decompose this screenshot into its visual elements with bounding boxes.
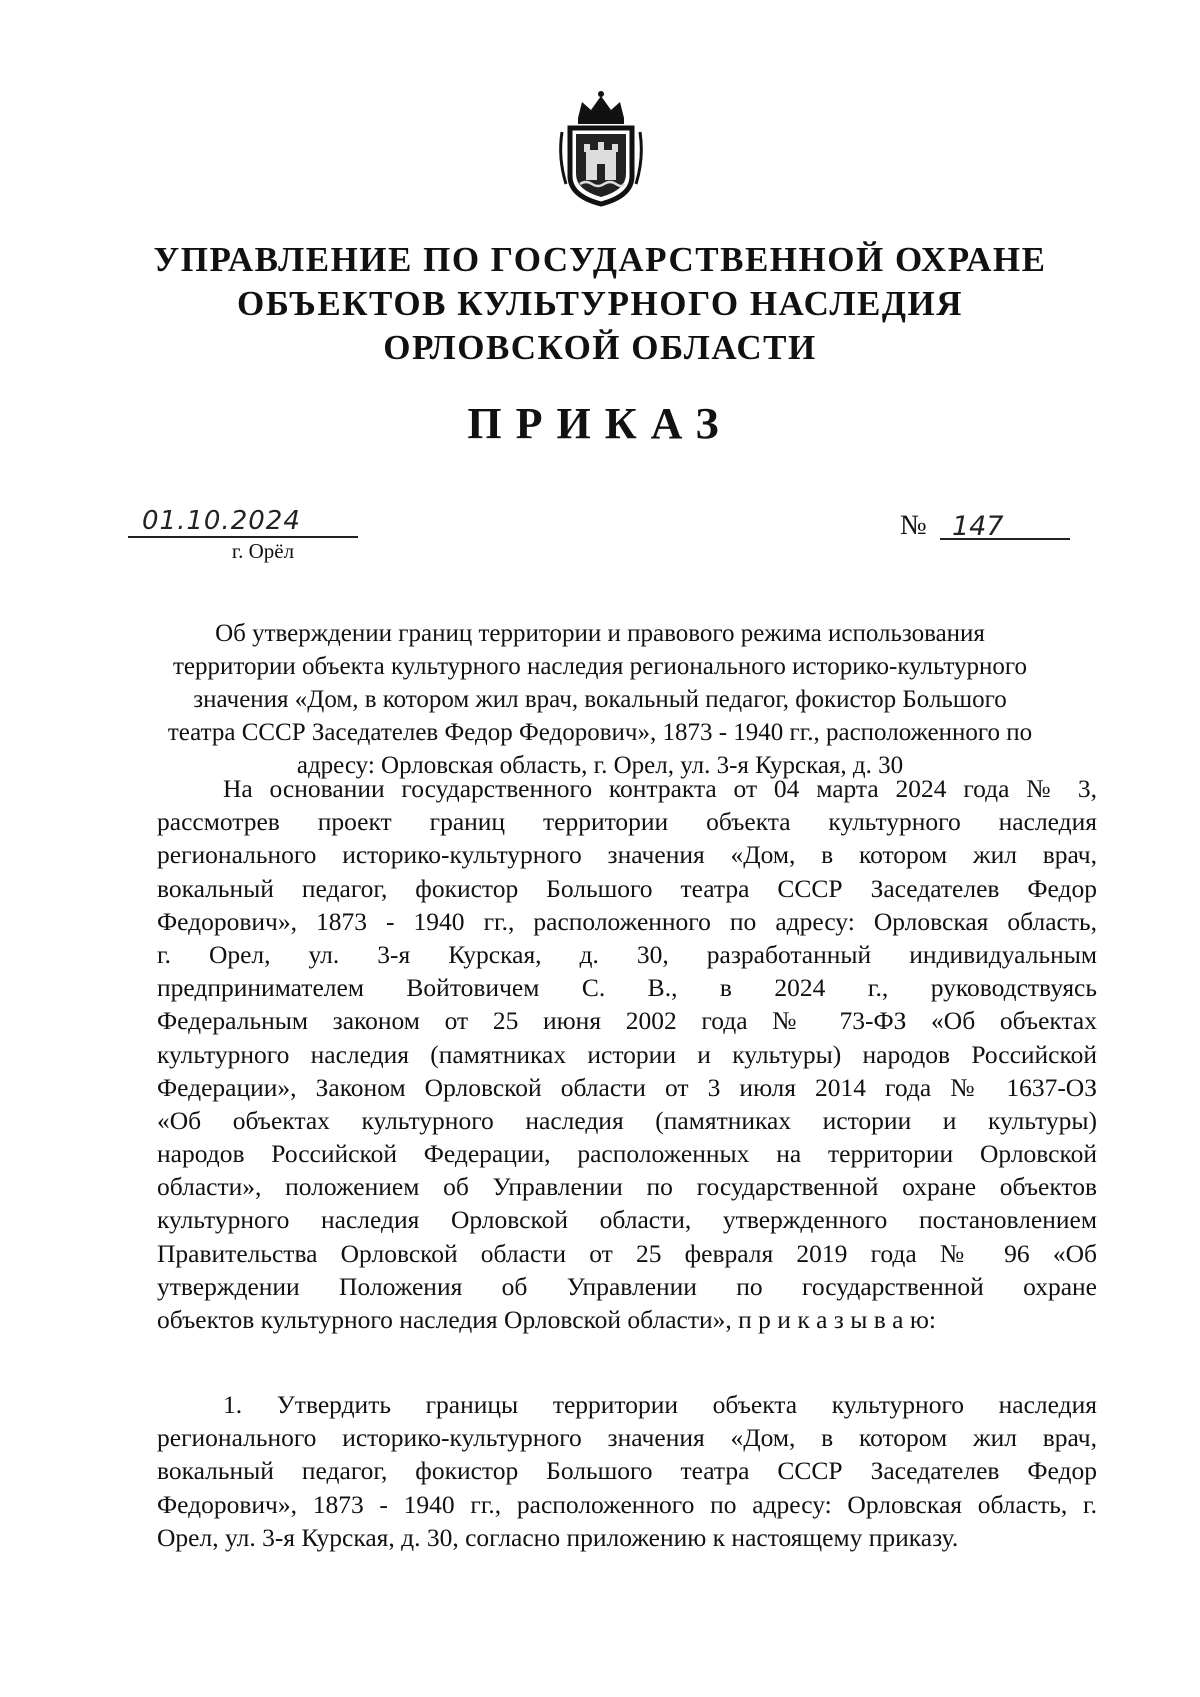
paragraph-line: утверждении Положения об Управлении по государственной охране	[157, 1271, 1097, 1301]
agency-name-line: ОБЪЕКТОВ КУЛЬТУРНОГО НАСЛЕДИЯ	[237, 284, 963, 323]
paragraph-line: Правительства Орловской области от 25 февраля 2019 года № 96 «Об	[157, 1238, 1097, 1268]
document-type-heading: ПРИКАЗ	[467, 399, 733, 448]
paragraph-line: Федеральным законом от 25 июня 2002 года № 73-ФЗ «Об объектах	[157, 1006, 1097, 1036]
agency-name-line: УПРАВЛЕНИЕ ПО ГОСУДАРСТВЕННОЙ ОХРАНЕ	[153, 240, 1047, 279]
city-label: г. Орёл	[231, 539, 295, 563]
coat-of-arms-emblem	[556, 88, 646, 208]
title-line: значения «Дом, в котором жил врач, вокальный педагог, фокистор Большого	[193, 686, 1007, 713]
paragraph-line: «Об объектах культурного наследия (памятниках истории и культуры)	[157, 1105, 1097, 1135]
paragraph-line: предпринимателем Войтовичем С. В., в 2024 г., руководствуясь	[157, 973, 1097, 1003]
paragraph-line: культурного наследия (памятниках истории и культуры) народов Российской	[157, 1039, 1097, 1069]
paragraph-line: г. Орел, ул. 3-я Курская, д. 30, разработанный индивидуальным	[157, 939, 1097, 969]
paragraph-line: культурного наследия Орловской области, утвержденного постановлением	[157, 1205, 1097, 1235]
paragraph-line: Федорович», 1873 - 1940 гг., расположенного по адресу: Орловская область, г.	[157, 1489, 1097, 1519]
agency-name	[100, 238, 1100, 370]
order-number-block	[900, 512, 1070, 544]
order-item-1	[157, 1388, 1097, 1554]
preamble-paragraph	[157, 772, 1097, 1336]
paragraph-line: На основании государственного контракта от 04 марта 2024 года № 3,	[223, 774, 1097, 803]
paragraph-line: регионального историко-культурного значения «Дом, в котором жил врач,	[157, 840, 1097, 870]
paragraph-line: регионального историко-культурного значения «Дом, в котором жил врач,	[157, 1423, 1097, 1453]
paragraph-line: вокальный педагог, фокистор Большого театра СССР Заседателев Федор	[157, 1456, 1097, 1486]
order-title	[150, 617, 1050, 782]
title-line: театра СССР Заседателев Федор Федорович», 1873 - 1940 гг., расположенного по	[167, 719, 1033, 746]
paragraph-line: объектов культурного наследия Орловской области», п р и к а з ы в а ю:	[157, 1305, 936, 1334]
date-block	[128, 508, 358, 564]
paragraph-line: вокальный педагог, фокистор Большого театра СССР Заседателев Федор	[157, 873, 1097, 903]
paragraph-line: области», положением об Управлении по государственной охране объектов	[157, 1172, 1097, 1202]
title-line: адресу: Орловская область, г. Орел, ул. 3-я Курская, д. 30	[296, 752, 904, 779]
date-underline	[128, 508, 358, 538]
number-sign: №	[900, 510, 927, 541]
paragraph-line: Федорович», 1873 - 1940 гг., расположенного по адресу: Орловская область,	[157, 906, 1097, 936]
paragraph-line: Федерации», Законом Орловской области от 3 июля 2014 года № 1637-ОЗ	[157, 1072, 1097, 1102]
handwritten-date: 01.10.2024	[142, 506, 301, 536]
handwritten-number: 147	[952, 511, 1004, 542]
paragraph-line: 1. Утвердить границы территории объекта культурного наследия	[223, 1390, 1097, 1419]
agency-name-line: ОРЛОВСКОЙ ОБЛАСТИ	[383, 328, 817, 367]
paragraph-line: рассмотрев проект границ территории объекта культурного наследия	[157, 807, 1097, 837]
title-line: территории объекта культурного наследия регионального историко-культурного	[172, 653, 1028, 680]
title-line: Об утверждении границ территории и правового режима использования	[215, 620, 985, 647]
paragraph-line: Орел, ул. 3-я Курская, д. 30, согласно приложению к настоящему приказу.	[157, 1522, 959, 1552]
paragraph-line: народов Российской Федерации, расположенных на территории Орловской	[157, 1139, 1097, 1169]
